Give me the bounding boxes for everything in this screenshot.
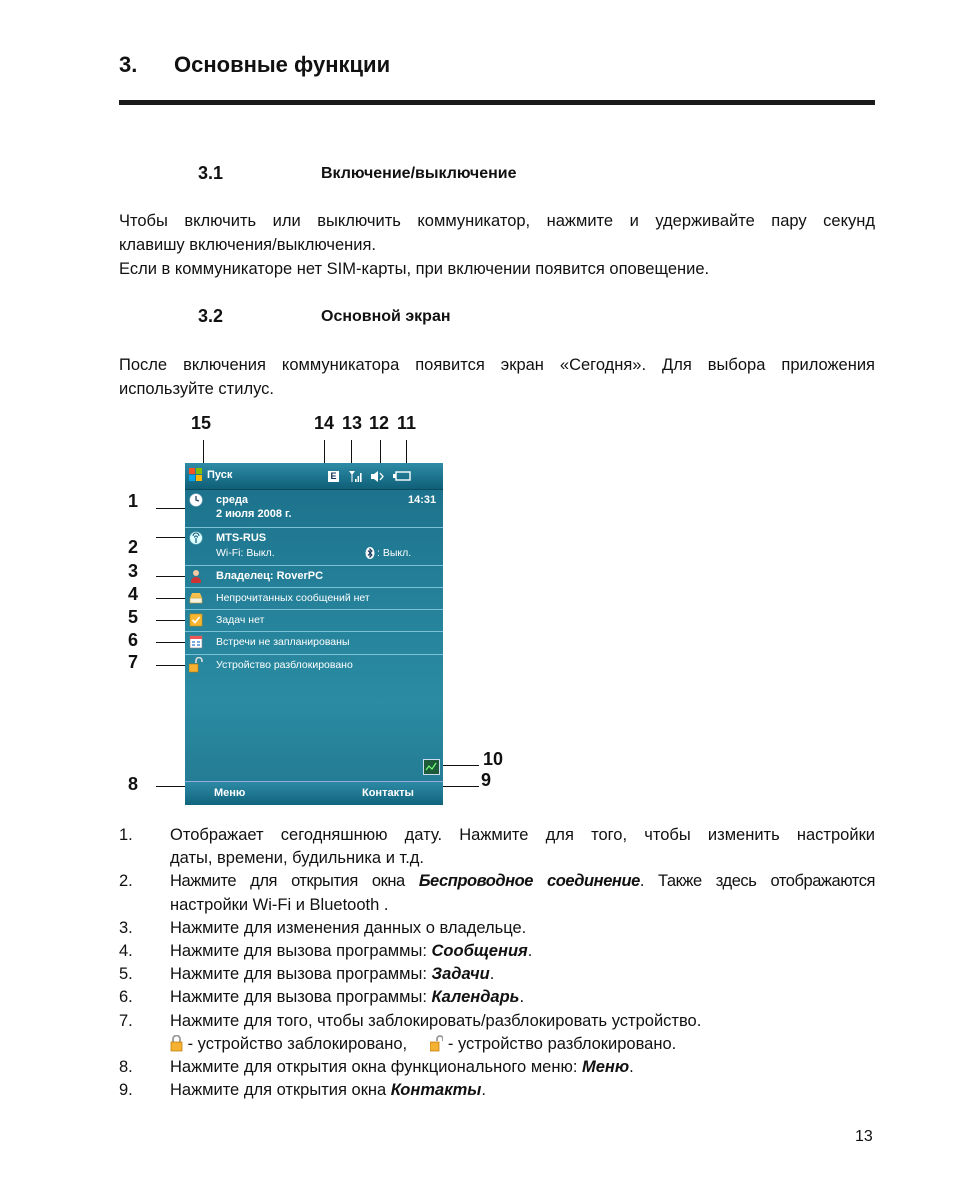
- list-text: [170, 870, 875, 893]
- list-text-part: .: [489, 965, 495, 984]
- title-bar: [185, 463, 443, 490]
- section-number: 3.2: [198, 306, 224, 326]
- calendar-icon: [189, 635, 203, 649]
- section-title: Основной экран: [321, 308, 451, 325]
- callout-6: 6: [128, 630, 139, 650]
- owner-icon: [189, 569, 203, 583]
- callout-13: 13: [342, 413, 363, 433]
- list-item: [119, 870, 875, 916]
- list-text: [170, 963, 875, 986]
- chapter-number: 3.: [119, 52, 138, 77]
- list-emphasis: Календарь: [431, 988, 520, 1007]
- callout-11: 11: [397, 413, 417, 433]
- contacts-softkey[interactable]: Контакты: [362, 787, 414, 799]
- callout-4: 4: [128, 584, 139, 604]
- heading-rule: [119, 100, 875, 105]
- unlocked-icon: [189, 657, 203, 671]
- list-text-part: Нажмите для открытия окна: [170, 872, 419, 891]
- callout-9: 9: [481, 770, 492, 790]
- lock-status-label: Устройство разблокировано: [216, 659, 353, 671]
- list-text: настройки Wi-Fi и Bluetooth .: [170, 895, 389, 914]
- locked-text: - устройство заблокировано,: [183, 1034, 408, 1053]
- list-item: [119, 1056, 875, 1079]
- menu-softkey[interactable]: Меню: [214, 787, 246, 799]
- callout-1: 1: [128, 491, 139, 511]
- clock-icon: [189, 493, 203, 507]
- list-text: [170, 986, 875, 1009]
- inbox-icon: [189, 591, 203, 605]
- list-number: 7.: [119, 1011, 133, 1030]
- leader-line: [443, 765, 479, 766]
- day-label: среда: [216, 494, 249, 506]
- leader-line: [443, 786, 479, 787]
- list-text: Отображает сегодняшнюю дату. Нажмите для того, чтобы изменить настройки: [170, 826, 875, 844]
- callout-8: 8: [128, 774, 139, 794]
- leader-line: [156, 786, 185, 787]
- list-text-part: . Также здесь отображаются: [639, 872, 875, 891]
- list-number: 9.: [119, 1081, 133, 1100]
- list-text-part: Нажмите для вызова программы:: [170, 942, 432, 961]
- list-text-part: Нажмите для открытия окна: [170, 1081, 391, 1100]
- section-title: Включение/выключение: [321, 165, 517, 182]
- list-number: 6.: [119, 988, 133, 1007]
- callout-10: 10: [483, 749, 504, 769]
- unlocked-text: - устройство разблокировано.: [443, 1034, 677, 1053]
- today-screen: [185, 463, 443, 805]
- list-number: 4.: [119, 942, 133, 961]
- start-button[interactable]: Пуск: [207, 469, 233, 481]
- edge-network-icon[interactable]: E: [328, 471, 339, 482]
- list-emphasis: Меню: [582, 1058, 630, 1077]
- paragraph-line: Если в коммуникаторе нет SIM-карты, при включении появится оповещение.: [119, 260, 710, 278]
- list-emphasis: Задачи: [431, 965, 490, 984]
- list-text-part: .: [481, 1081, 486, 1100]
- paragraph-line: Чтобы включить или выключить коммуникатор, нажмите и удерживайте пару секунд: [119, 212, 875, 230]
- operator-label: MTS-RUS: [216, 532, 267, 544]
- list-emphasis: Контакты: [390, 1081, 482, 1100]
- callout-15: 15: [191, 413, 212, 433]
- list-text: Нажмите для изменения данных о владельце.: [170, 918, 527, 937]
- list-item: [119, 1079, 875, 1102]
- wifi-status: Wi-Fi: Выкл.: [216, 547, 275, 559]
- callout-7: 7: [128, 652, 139, 672]
- lock-row[interactable]: [185, 654, 443, 676]
- lock-legend: [170, 1033, 875, 1056]
- page-number: 13: [855, 1128, 873, 1145]
- list-text-part: .: [519, 988, 525, 1007]
- list-item: [119, 824, 875, 870]
- callout-12: 12: [369, 413, 390, 433]
- feature-list: [119, 824, 875, 1102]
- leader-line: [156, 537, 185, 538]
- tasks-row[interactable]: [185, 609, 443, 632]
- leader-line: [380, 440, 381, 463]
- list-item: [119, 940, 875, 963]
- tasks-icon: [189, 613, 203, 627]
- paragraph-line: клавишу включения/выключения.: [119, 236, 376, 254]
- leader-line: [351, 440, 352, 463]
- battery-icon[interactable]: [393, 470, 411, 486]
- list-number: 2.: [119, 872, 133, 891]
- bluetooth-status: : Выкл.: [377, 547, 412, 559]
- leader-line: [203, 440, 204, 463]
- leader-line: [156, 642, 185, 643]
- list-text: [170, 1056, 875, 1079]
- date-label: 2 июля 2008 г.: [216, 508, 292, 520]
- list-item: [119, 1010, 875, 1056]
- list-emphasis: Беспроводное соединение: [418, 872, 640, 891]
- date-row[interactable]: [185, 489, 443, 528]
- leader-line: [406, 440, 407, 463]
- section-number: 3.1: [198, 163, 224, 183]
- meetings-label: Встречи не запланированы: [216, 636, 350, 648]
- notification-icon[interactable]: [423, 759, 440, 775]
- messages-row[interactable]: [185, 587, 443, 610]
- windows-logo-icon[interactable]: [189, 468, 203, 482]
- time-label: 14:31: [408, 494, 437, 506]
- unlocked-icon: [430, 1035, 443, 1052]
- leader-line: [156, 576, 185, 577]
- chapter-title: Основные функции: [174, 52, 391, 77]
- callout-2: 2: [128, 537, 139, 557]
- leader-line: [156, 665, 185, 666]
- messages-label: Непрочитанных сообщений нет: [216, 592, 370, 604]
- list-item: [119, 917, 875, 940]
- calendar-row[interactable]: [185, 631, 443, 655]
- list-number: 8.: [119, 1058, 133, 1077]
- list-text: даты, времени, будильника и т.д.: [170, 849, 425, 868]
- signal-icon[interactable]: [349, 470, 363, 486]
- list-text-part: Нажмите для открытия окна функционального меню:: [170, 1058, 582, 1077]
- list-item: [119, 986, 875, 1009]
- bluetooth-icon: [365, 547, 375, 562]
- list-item: [119, 963, 875, 986]
- locked-icon: [170, 1035, 183, 1052]
- leader-line: [156, 508, 185, 509]
- wireless-row[interactable]: [185, 527, 443, 566]
- callout-14: 14: [314, 413, 335, 433]
- list-text-part: Нажмите для вызова программы:: [170, 988, 432, 1007]
- list-text-part: Нажмите для вызова программы:: [170, 965, 432, 984]
- tasks-label: Задач нет: [216, 614, 265, 626]
- list-text-part: .: [527, 942, 533, 961]
- list-text: [170, 1079, 875, 1102]
- leader-line: [324, 440, 325, 463]
- paragraph-line: После включения коммуникатора появится экран «Сегодня». Для выбора приложения: [119, 356, 875, 374]
- softkey-bar: [185, 781, 443, 805]
- list-text: [170, 940, 875, 963]
- chapter-heading: [119, 52, 390, 78]
- list-emphasis: Сообщения: [431, 942, 528, 961]
- leader-line: [156, 598, 185, 599]
- list-text-part: .: [629, 1058, 634, 1077]
- paragraph-line: используйте стилус.: [119, 380, 274, 398]
- speaker-icon[interactable]: [370, 470, 384, 486]
- owner-label: Владелец: RoverPC: [216, 570, 324, 582]
- callout-5: 5: [128, 607, 139, 627]
- list-number: 1.: [119, 826, 133, 844]
- list-number: 3.: [119, 918, 133, 937]
- callout-3: 3: [128, 561, 139, 581]
- wireless-icon: [189, 531, 203, 545]
- list-number: 5.: [119, 965, 133, 984]
- paragraph-power: [119, 209, 875, 281]
- owner-row[interactable]: [185, 565, 443, 588]
- paragraph-main-screen: [119, 353, 875, 401]
- leader-line: [156, 620, 185, 621]
- list-text: Нажмите для того, чтобы заблокировать/разблокировать устройство.: [170, 1011, 702, 1030]
